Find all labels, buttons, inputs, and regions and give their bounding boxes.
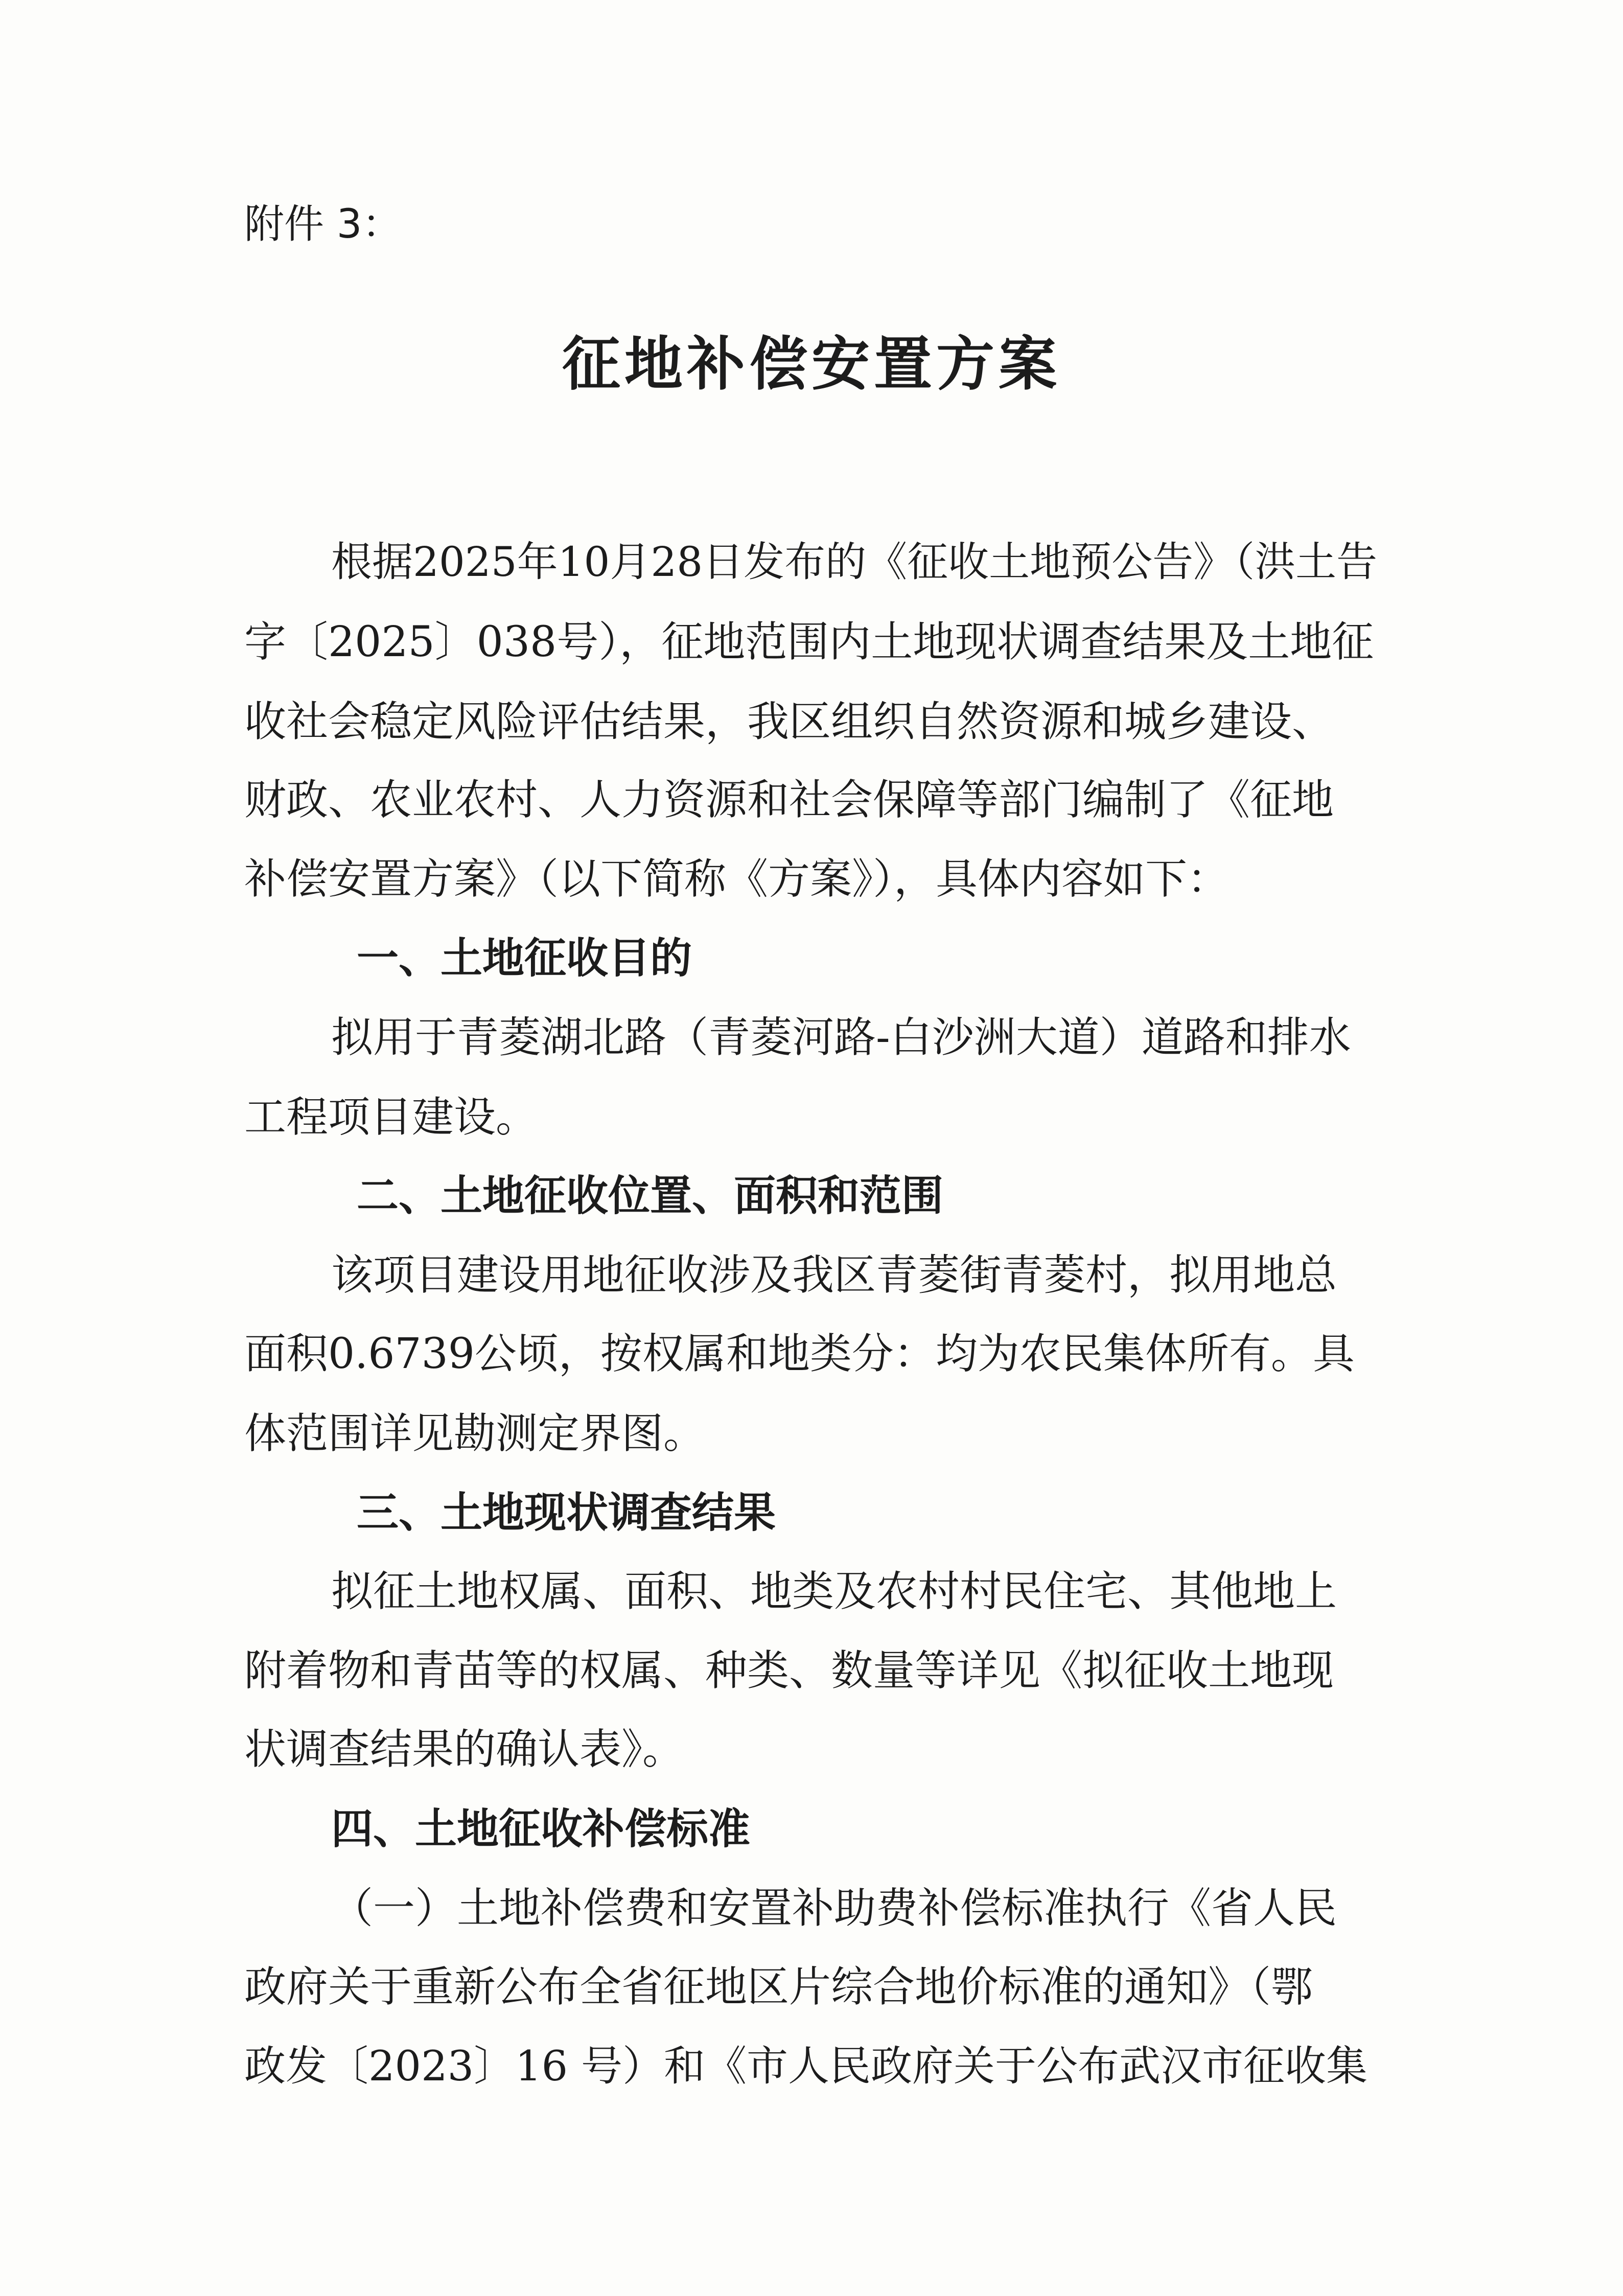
section-heading: 二、土地征收位置、面积和范围 [357,1172,944,1220]
body-line: 工程项目建设。 [244,1093,538,1142]
body-line: 体范围详见勘测定界图。 [244,1409,706,1458]
body-line: 面积0.6739公顷，按权属和地类分：均为农民集体所有。具 [244,1330,1355,1378]
body-line: 财政、农业农村、人力资源和社会保障等部门编制了《征地 [244,776,1334,824]
body-line: 收社会稳定风险评估结果，我区组织自然资源和城乡建设、 [244,698,1334,746]
body-line: 补偿安置方案》（以下简称《方案》），具体内容如下： [244,855,1230,903]
body-line: 该项目建设用地征收涉及我区青菱街青菱村，拟用地总 [331,1251,1337,1300]
body-line: 字〔2025〕038号），征地范围内土地现状调查结果及土地征 [244,618,1374,666]
document-title: 征地补偿安置方案 [562,330,1061,398]
body-line: 拟用于青菱湖北路（青菱河路-白沙洲大道）道路和排水 [331,1013,1351,1062]
body-line: （一）土地补偿费和安置补助费补偿标准执行《省人民 [331,1884,1337,1933]
body-line: 政发〔2023〕16 号）和《市人民政府关于公布武汉市征收集 [244,2043,1367,2091]
body-line: 政府关于重新公布全省征地区片综合地价标准的通知》（鄂 [244,1963,1313,2011]
section-heading: 一、土地征收目的 [357,934,692,983]
body-line: 状调查结果的确认表》。 [244,1725,685,1774]
body-line: 附着物和青苗等的权属、种类、数量等详见《拟征收土地现 [244,1646,1334,1695]
body-line: 拟征土地权属、面积、地类及农村村民住宅、其他地上 [331,1567,1337,1616]
body-line: 根据2025年10月28日发布的《征收土地预公告》（洪土告 [331,538,1378,586]
attachment-label: 附件 3： [244,201,402,247]
section-heading: 三、土地现状调查结果 [357,1489,776,1537]
section-heading: 四、土地征收补偿标准 [331,1805,751,1853]
